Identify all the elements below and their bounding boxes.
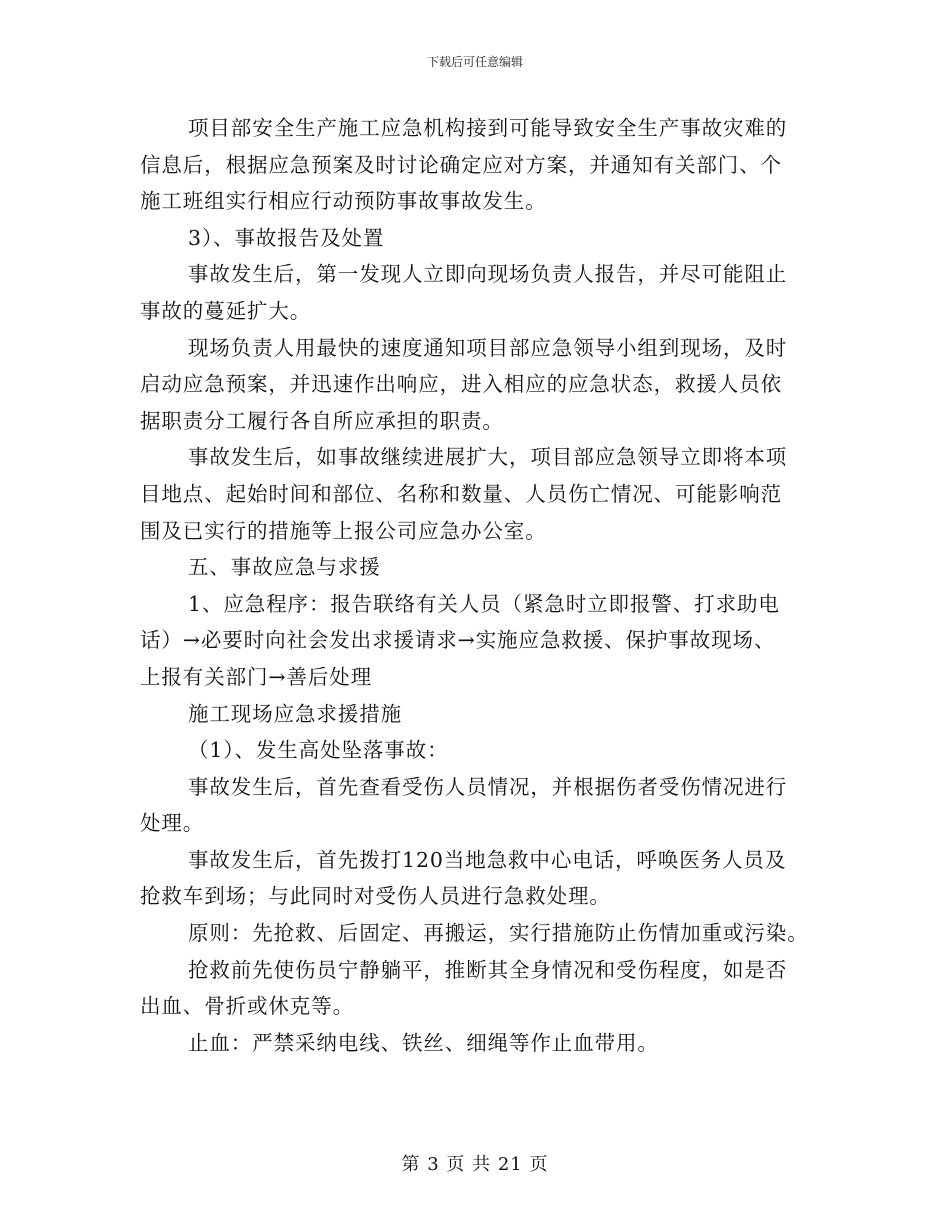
document-body [140,110,810,1061]
text-line: 3）、事故报告及处置 [188,225,385,250]
text-line: 出血、骨折或休克等。 [140,994,354,1019]
page-number: 第 3 页 共 21 页 [401,1154,549,1175]
text-line: 施工班组实行相应行动预防事故事故发生。 [140,189,547,214]
text-line: 信息后，根据应急预案及时讨论确定应对方案，并通知有关部门、个 [140,152,782,177]
text-line: 1、应急程序：报告联络有关人员（紧急时立即报警、打求助电 [188,591,780,616]
text-line: 现场负责人用最快的速度通知项目部应急领导小组到现场，及时 [188,335,788,360]
text-line: 处理。 [140,811,205,836]
text-line: 止血：严禁采纳电线、铁丝、细绳等作止血带用。 [188,1030,659,1055]
text-line: 据职责分工履行各自所应承担的职责。 [140,408,504,433]
text-line: 事故发生后，第一发现人立即向现场负责人报告，并尽可能阻止 [188,262,788,287]
text-line: 五、事故应急与求援 [188,555,381,580]
text-line: 上报有关部门→善后处理 [140,664,373,689]
text-line: 事故的蔓延扩大。 [140,298,312,323]
text-line: 围及已实行的措施等上报公司应急办公室。 [140,518,547,543]
text-line: 事故发生后，首先查看受伤人员情况，并根据伤者受伤情况进行 [188,774,788,799]
text-line: 抢救车到场；与此同时对受伤人员进行急救处理。 [140,884,611,909]
text-line: 目地点、起始时间和部位、名称和数量、人员伤亡情况、可能影响范 [140,481,782,506]
text-line: 施工现场应急求援措施 [188,701,402,726]
text-line: 抢救前先使伤员宁静躺平，推断其全身情况和受伤程度，如是否 [188,957,788,982]
text-line: （1）、发生高处坠落事故： [188,738,449,763]
text-line: 原则：先抢救、后固定、再搬运，实行措施防止伤情加重或污染。 [188,921,809,946]
text-line: 事故发生后，首先拨打120当地急救中心电话，呼唤医务人员及 [188,847,787,872]
text-line: 项目部安全生产施工应急机构接到可能导致安全生产事故灾难的 [188,116,788,140]
text-line: 话）→必要时向社会发出求援请求→实施应急救援、保护事故现场、 [140,628,776,653]
text-line: 启动应急预案，并迅速作出响应，进入相应的应急状态，救援人员依 [140,372,782,397]
page-header-note: 下载后可任意编辑 [426,55,523,69]
text-line: 事故发生后，如事故继续进展扩大，项目部应急领导立即将本项 [188,445,788,470]
